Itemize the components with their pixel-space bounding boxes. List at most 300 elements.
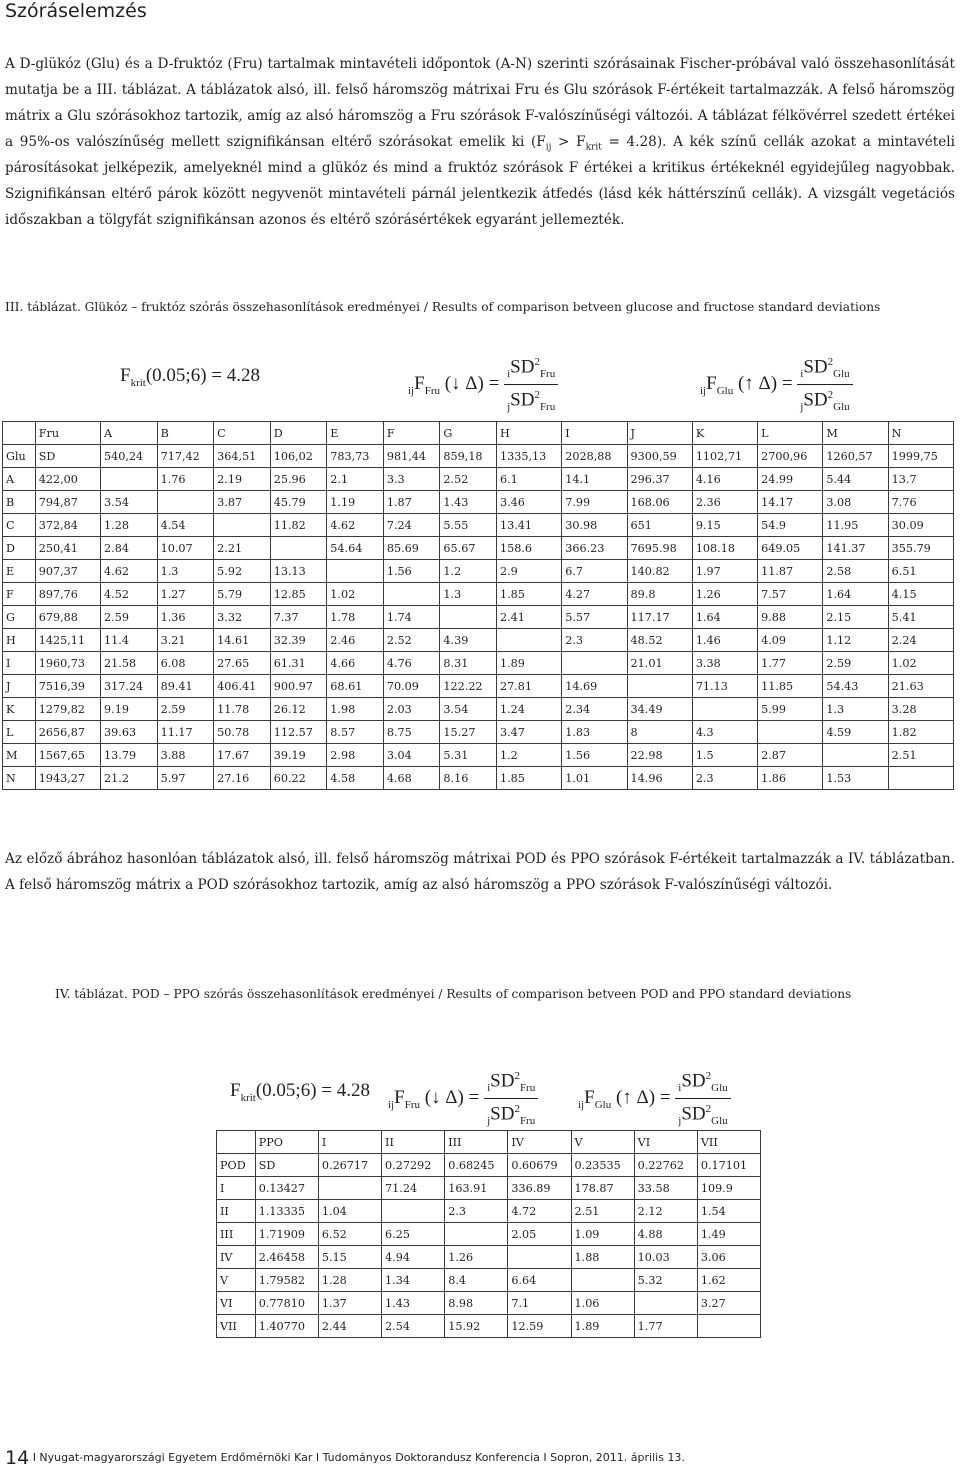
table-cell: 2.58 — [823, 560, 888, 583]
table-cell: VII — [217, 1315, 256, 1338]
fkrit-formula-1: $F_{krit}(0.05;6) = 4.28$ — [120, 365, 261, 389]
table-cell: 2.19 — [214, 468, 271, 491]
table-cell: 12.59 — [508, 1315, 571, 1338]
table-cell: 109.9 — [697, 1177, 760, 1200]
table-cell: 54.64 — [327, 537, 384, 560]
table-cell — [157, 491, 214, 514]
table-cell: 2.59 — [823, 652, 888, 675]
table-cell: 1.27 — [157, 583, 214, 606]
table-cell: 679,88 — [35, 606, 100, 629]
table-cell: 2.52 — [383, 629, 440, 652]
table-cell: 2.87 — [758, 744, 823, 767]
table-cell: 5.41 — [888, 606, 953, 629]
table-cell: G — [440, 422, 497, 445]
table-cell — [888, 767, 953, 790]
table-cell: 364,51 — [214, 445, 271, 468]
table-cell: 3.38 — [692, 652, 757, 675]
table-cell: 1.43 — [382, 1292, 445, 1315]
table-cell: 1.19 — [327, 491, 384, 514]
table-cell: 54.9 — [758, 514, 823, 537]
page-number: 14 — [5, 1447, 30, 1469]
table-cell: 4.58 — [327, 767, 384, 790]
table-cell: I — [217, 1177, 256, 1200]
table-cell: 2.21 — [214, 537, 271, 560]
table-cell: B — [157, 422, 214, 445]
table-cell: 4.62 — [327, 514, 384, 537]
table-row — [3, 422, 954, 445]
table-cell: 14.96 — [627, 767, 692, 790]
table-cell: 4.09 — [758, 629, 823, 652]
table-cell: 0.27292 — [382, 1154, 445, 1177]
table-cell: 30.98 — [562, 514, 627, 537]
para1-text-b: > F — [551, 134, 586, 150]
table-cell: 422,00 — [35, 468, 100, 491]
table-cell: 9.88 — [758, 606, 823, 629]
table-cell: 1.36 — [157, 606, 214, 629]
table-cell: 85.69 — [383, 537, 440, 560]
table-cell: II — [217, 1200, 256, 1223]
table-cell: 1.46 — [692, 629, 757, 652]
table-cell: 39.63 — [101, 721, 158, 744]
table-cell: SD — [35, 445, 100, 468]
table-cell: 1.28 — [318, 1269, 381, 1292]
table-cell: F — [3, 583, 36, 606]
table-cell: 4.54 — [157, 514, 214, 537]
table-cell: 1.3 — [823, 698, 888, 721]
table-cell: 25.96 — [270, 468, 327, 491]
table-cell: 1.49 — [697, 1223, 760, 1246]
table-row — [217, 1200, 761, 1223]
table-cell: V — [571, 1131, 634, 1154]
table-cell: 0.17101 — [697, 1154, 760, 1177]
table-cell: H — [3, 629, 36, 652]
table-cell: 3.54 — [101, 491, 158, 514]
table-cell: 3.27 — [697, 1292, 760, 1315]
table-cell: J — [627, 422, 692, 445]
table-cell: 13.7 — [888, 468, 953, 491]
table-cell: 2.46458 — [255, 1246, 318, 1269]
table-cell: 6.64 — [508, 1269, 571, 1292]
table-cell: G — [3, 606, 36, 629]
table-cell: 8.16 — [440, 767, 497, 790]
table-cell: 3.32 — [214, 606, 271, 629]
table-cell: I — [562, 422, 627, 445]
table-cell — [634, 1292, 697, 1315]
table-cell: 89.8 — [627, 583, 692, 606]
glu-fru-table — [2, 421, 954, 790]
table-cell: 2.41 — [496, 606, 561, 629]
table-cell: 649.05 — [758, 537, 823, 560]
table-cell: 1425,11 — [35, 629, 100, 652]
table-cell: 11.17 — [157, 721, 214, 744]
table-cell: B — [3, 491, 36, 514]
table-row — [3, 491, 954, 514]
table-row — [3, 537, 954, 560]
table-cell: IV — [217, 1246, 256, 1269]
para1-text-a: A D-glükóz (Glu) és a D-fruktóz (Fru) tartalmak mintavételi időpontok (A-N) szerinti szórásainak Fischer-próbával való összehasonlítását mutatja be a III. táblázat. A táblázatok alsó, ill. felső háromszög mátrixai Fru és Glu szórások F-értékeit tartalmazzák. A felső háromszög mátrix a Glu szórásokhoz tartozik, amíg az alsó háromszög a Fru szórások F-valószínűségi változói. A táblázat félkövérrel szedett értékei a 95%-os valószínűség mellett szignifikánsan eltérő szórásokat emelik ki (F — [5, 56, 955, 150]
table-cell: 1.71909 — [255, 1223, 318, 1246]
table-cell: 13.79 — [101, 744, 158, 767]
table-cell: PPO — [255, 1131, 318, 1154]
table-cell: 33.58 — [634, 1177, 697, 1200]
table-cell: C — [214, 422, 271, 445]
table-cell: 1.02 — [327, 583, 384, 606]
page-footer — [5, 1447, 685, 1469]
table-cell: A — [3, 468, 36, 491]
table-cell: 4.27 — [562, 583, 627, 606]
table-row — [3, 652, 954, 675]
table-cell: 4.62 — [101, 560, 158, 583]
table-cell: 2.59 — [101, 606, 158, 629]
table-cell: 1.56 — [383, 560, 440, 583]
table-cell — [217, 1131, 256, 1154]
table-cell: 0.60679 — [508, 1154, 571, 1177]
table-cell — [758, 721, 823, 744]
table-cell: 6.08 — [157, 652, 214, 675]
table-row — [3, 721, 954, 744]
table-cell: 406.41 — [214, 675, 271, 698]
table-cell: 54.43 — [823, 675, 888, 698]
table-cell: 60.22 — [270, 767, 327, 790]
table-cell: 1.28 — [101, 514, 158, 537]
table-cell: I — [3, 652, 36, 675]
table-cell: 5.31 — [440, 744, 497, 767]
table-cell: M — [823, 422, 888, 445]
table-row — [3, 675, 954, 698]
table-cell: 8.4 — [445, 1269, 508, 1292]
table-cell: 1.89 — [496, 652, 561, 675]
table-cell: 0.13427 — [255, 1177, 318, 1200]
table-cell: 7.57 — [758, 583, 823, 606]
table-cell: 2.12 — [634, 1200, 697, 1223]
table-cell: 1.3 — [440, 583, 497, 606]
footer-text: I Nyugat-magyarországi Egyetem Erdőmérnöki Kar I Tudományos Doktorandusz Konferencia I Sopron, 2011. április 13. — [32, 1451, 685, 1464]
table-cell: 783,73 — [327, 445, 384, 468]
table-cell: 3.88 — [157, 744, 214, 767]
table-cell: 1.12 — [823, 629, 888, 652]
table-cell: 9.15 — [692, 514, 757, 537]
table-cell: 68.61 — [327, 675, 384, 698]
table-cell: 1.85 — [496, 767, 561, 790]
table-cell: 372,84 — [35, 514, 100, 537]
table-cell: F — [383, 422, 440, 445]
table-cell: 8 — [627, 721, 692, 744]
table-cell: 32.39 — [270, 629, 327, 652]
table-cell: 14.69 — [562, 675, 627, 698]
table-cell: 3.3 — [383, 468, 440, 491]
table-row — [217, 1131, 761, 1154]
table-cell — [3, 422, 36, 445]
table-cell: 897,76 — [35, 583, 100, 606]
table-cell: 0.68245 — [445, 1154, 508, 1177]
table-cell: H — [496, 422, 561, 445]
table-cell: 2.44 — [318, 1315, 381, 1338]
table-cell: 7.99 — [562, 491, 627, 514]
table-cell: 5.32 — [634, 1269, 697, 1292]
table-cell: Glu — [3, 445, 36, 468]
table-cell: 2.51 — [888, 744, 953, 767]
table-cell: 2.51 — [571, 1200, 634, 1223]
table-cell: 296.37 — [627, 468, 692, 491]
table-cell: 163.91 — [445, 1177, 508, 1200]
table-cell: 1.64 — [823, 583, 888, 606]
table-cell: 1.34 — [382, 1269, 445, 1292]
table-cell: 1.89 — [571, 1315, 634, 1338]
table-cell: VII — [697, 1131, 760, 1154]
table-cell: 48.52 — [627, 629, 692, 652]
table-cell: 2.9 — [496, 560, 561, 583]
table-cell: 2.84 — [101, 537, 158, 560]
table-cell: Fru — [35, 422, 100, 445]
table-cell: 5.15 — [318, 1246, 381, 1269]
table-cell: 27.16 — [214, 767, 271, 790]
table-cell: 794,87 — [35, 491, 100, 514]
table-row — [3, 606, 954, 629]
table-row — [3, 514, 954, 537]
table-cell: 12.85 — [270, 583, 327, 606]
table-cell: J — [3, 675, 36, 698]
table-cell: 158.6 — [496, 537, 561, 560]
table-cell: L — [3, 721, 36, 744]
table-cell: 2.1 — [327, 468, 384, 491]
table-cell: 2.98 — [327, 744, 384, 767]
table-cell: 2.3 — [562, 629, 627, 652]
table-cell: 8.75 — [383, 721, 440, 744]
table-cell: 8.98 — [445, 1292, 508, 1315]
para1-text-c: = 4.28). A kék színű cellák azokat a mintavételi párosításokat jelképezik, amelyeknél mind a glükóz és mind a fruktóz szórások F értékei a kritikus értékeknél egyidejűleg nagyobbak. Szignifikánsan eltérő párok között negyvenöt mintavételi párnál jelentkezik átfedés (lásd kék háttérszínű cellák). A vizsgált vegetációs időszakban a tölgyfát szignifikánsan azonos és eltérő szórásértékek egyaránt jellemezték. — [5, 134, 956, 228]
table-cell: 5.79 — [214, 583, 271, 606]
table4-caption: IV. táblázat. POD – PPO szórás összehasonlítások eredményei / Results of comparison betveen POD and PPO standard deviations — [55, 987, 852, 1001]
table-cell: 1.85 — [496, 583, 561, 606]
table-cell — [383, 583, 440, 606]
table-cell: 5.44 — [823, 468, 888, 491]
table-cell: 122.22 — [440, 675, 497, 698]
table-cell: SD — [255, 1154, 318, 1177]
table-cell: 13.13 — [270, 560, 327, 583]
table-cell: 2.3 — [692, 767, 757, 790]
table-cell: III — [445, 1131, 508, 1154]
table-cell: 1.53 — [823, 767, 888, 790]
table-cell: 4.39 — [440, 629, 497, 652]
table-row — [3, 744, 954, 767]
table-row — [217, 1154, 761, 1177]
table-row — [217, 1315, 761, 1338]
table-cell: 5.97 — [157, 767, 214, 790]
table-cell: 366.23 — [562, 537, 627, 560]
table-cell: 2.52 — [440, 468, 497, 491]
table-cell: 2028,88 — [562, 445, 627, 468]
table-cell: 2.3 — [445, 1200, 508, 1223]
table-cell: 8.31 — [440, 652, 497, 675]
table-cell: 3.47 — [496, 721, 561, 744]
table-cell: 1.62 — [697, 1269, 760, 1292]
table-cell: 6.1 — [496, 468, 561, 491]
table-cell: 21.01 — [627, 652, 692, 675]
table-cell: 0.22762 — [634, 1154, 697, 1177]
table-cell: 7.37 — [270, 606, 327, 629]
section-heading: Szóráselemzés — [5, 0, 147, 22]
table-cell: 22.98 — [627, 744, 692, 767]
table-cell: 1.26 — [692, 583, 757, 606]
table-cell: 10.07 — [157, 537, 214, 560]
table-cell: 4.3 — [692, 721, 757, 744]
table-cell: 1335,13 — [496, 445, 561, 468]
table-cell: 168.06 — [627, 491, 692, 514]
table-cell: 859,18 — [440, 445, 497, 468]
table-cell: 89.41 — [157, 675, 214, 698]
table-cell: 11.85 — [758, 675, 823, 698]
table-cell: D — [3, 537, 36, 560]
table-cell: A — [101, 422, 158, 445]
table-cell: 3.54 — [440, 698, 497, 721]
table-cell — [697, 1315, 760, 1338]
table-cell: 1.78 — [327, 606, 384, 629]
table-cell: 540,24 — [101, 445, 158, 468]
table-cell: 0.77810 — [255, 1292, 318, 1315]
table-cell: 27.65 — [214, 652, 271, 675]
table-cell — [327, 560, 384, 583]
table-cell: 3.87 — [214, 491, 271, 514]
table-cell: 4.68 — [383, 767, 440, 790]
table-cell: V — [217, 1269, 256, 1292]
table-cell: 11.82 — [270, 514, 327, 537]
table-cell: 1.01 — [562, 767, 627, 790]
table-cell: 14.1 — [562, 468, 627, 491]
table-cell: 7.76 — [888, 491, 953, 514]
table-cell: 15.92 — [445, 1315, 508, 1338]
table-cell: 34.49 — [627, 698, 692, 721]
table-cell: K — [3, 698, 36, 721]
table-row — [217, 1246, 761, 1269]
table-cell: 1.40770 — [255, 1315, 318, 1338]
table-cell: M — [3, 744, 36, 767]
table-cell: 117.17 — [627, 606, 692, 629]
table-cell: D — [270, 422, 327, 445]
table-cell: POD — [217, 1154, 256, 1177]
para1-sub-krit: krit — [585, 142, 602, 153]
table-cell — [214, 514, 271, 537]
table-cell: 9.19 — [101, 698, 158, 721]
table-cell: 106,02 — [270, 445, 327, 468]
table-cell: 3.21 — [157, 629, 214, 652]
table-cell: 1.06 — [571, 1292, 634, 1315]
table-cell: 30.09 — [888, 514, 953, 537]
table-cell: 1.56 — [562, 744, 627, 767]
table-cell: 10.03 — [634, 1246, 697, 1269]
table-cell: 71.13 — [692, 675, 757, 698]
table-cell: 2.34 — [562, 698, 627, 721]
table-cell: 4.66 — [327, 652, 384, 675]
table-cell: 0.26717 — [318, 1154, 381, 1177]
table-cell: 1.87 — [383, 491, 440, 514]
fkrit-formula-2: $F_{krit}(0.05;6) = 4.28$ — [230, 1080, 371, 1104]
table-cell: 1.88 — [571, 1246, 634, 1269]
table-cell: 1.54 — [697, 1200, 760, 1223]
table-row — [217, 1177, 761, 1200]
table-cell: 1.86 — [758, 767, 823, 790]
pod-ppo-table — [216, 1130, 761, 1338]
intro-paragraph — [5, 51, 955, 233]
table-cell: 1.77 — [634, 1315, 697, 1338]
table-cell: 2.36 — [692, 491, 757, 514]
table-cell: 27.81 — [496, 675, 561, 698]
table-cell: 1.98 — [327, 698, 384, 721]
table-cell: 1.97 — [692, 560, 757, 583]
table-cell: 108.18 — [692, 537, 757, 560]
table-cell: 21.58 — [101, 652, 158, 675]
table-cell: 717,42 — [157, 445, 214, 468]
ffru-formula-1: $_{ij}F_{Fru}$ (↓ Δ) = $\frac{_iSD^2_{Fru}}{_jSD^2_{Fru}}$ — [408, 352, 558, 417]
table-cell: 11.4 — [101, 629, 158, 652]
table-cell: 7.24 — [383, 514, 440, 537]
table-cell: 1.5 — [692, 744, 757, 767]
table-cell: 1.2 — [440, 560, 497, 583]
table-cell: 17.67 — [214, 744, 271, 767]
table-cell: 4.52 — [101, 583, 158, 606]
table-cell: 6.25 — [382, 1223, 445, 1246]
table-cell: 1.26 — [445, 1246, 508, 1269]
table-cell: 2.54 — [382, 1315, 445, 1338]
table-cell: 15.27 — [440, 721, 497, 744]
table-cell: 900.97 — [270, 675, 327, 698]
table-cell: 26.12 — [270, 698, 327, 721]
ffru-formula-2: $_{ij}F_{Fru}$ (↓ Δ) = $\frac{_iSD^2_{Fru}}{_jSD^2_{Fru}}$ — [388, 1066, 538, 1131]
table-cell: 2.03 — [383, 698, 440, 721]
table-cell: 70.09 — [383, 675, 440, 698]
fglu-formula-1: $_{ij}F_{Glu}$ (↑ Δ) = $\frac{_iSD^2_{Glu}}{_jSD^2_{Glu}}$ — [700, 352, 853, 417]
table-cell — [270, 537, 327, 560]
table3-caption: III. táblázat. Glükóz – fruktóz szórás összehasonlítások eredményei / Results of comparison betveen glucose and fructose standard deviations — [5, 300, 881, 314]
table-row — [3, 445, 954, 468]
table-cell: 1999,75 — [888, 445, 953, 468]
table-cell: 4.15 — [888, 583, 953, 606]
table-cell: 3.06 — [697, 1246, 760, 1269]
table-cell — [508, 1246, 571, 1269]
table-row — [3, 468, 954, 491]
table-cell: III — [217, 1223, 256, 1246]
table-cell — [571, 1269, 634, 1292]
fglu-formula-2: $_{ij}F_{Glu}$ (↑ Δ) = $\frac{_iSD^2_{Glu}}{_jSD^2_{Glu}}$ — [578, 1066, 731, 1131]
table-row — [3, 560, 954, 583]
table-row — [3, 583, 954, 606]
table-cell: 7695.98 — [627, 537, 692, 560]
table-cell: 5.55 — [440, 514, 497, 537]
table-cell: 1.04 — [318, 1200, 381, 1223]
table-cell: 1.02 — [888, 652, 953, 675]
table-cell — [692, 698, 757, 721]
table-cell: 1279,82 — [35, 698, 100, 721]
table-cell: E — [327, 422, 384, 445]
table-cell: 1260,57 — [823, 445, 888, 468]
table-row — [3, 629, 954, 652]
table-cell: 5.99 — [758, 698, 823, 721]
table-cell: 140.82 — [627, 560, 692, 583]
table-cell — [627, 675, 692, 698]
table-cell: 6.52 — [318, 1223, 381, 1246]
table-row — [217, 1269, 761, 1292]
table-cell: 39.19 — [270, 744, 327, 767]
table-cell: N — [888, 422, 953, 445]
table-cell: 907,37 — [35, 560, 100, 583]
table-cell: VI — [634, 1131, 697, 1154]
table-cell: C — [3, 514, 36, 537]
table-cell: 6.51 — [888, 560, 953, 583]
table-cell: 651 — [627, 514, 692, 537]
table-cell: 112.57 — [270, 721, 327, 744]
table-cell: 2.05 — [508, 1223, 571, 1246]
table-cell: 178.87 — [571, 1177, 634, 1200]
table-cell: 1.37 — [318, 1292, 381, 1315]
